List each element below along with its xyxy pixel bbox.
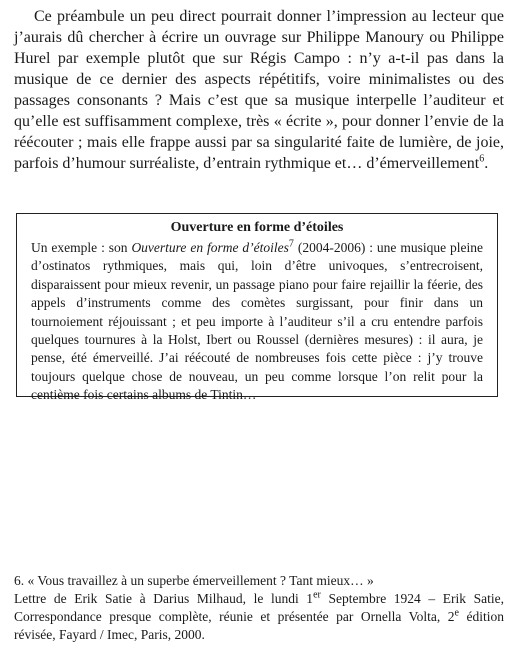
footnote-6 (14, 572, 504, 644)
citation-sup-2: e (454, 607, 459, 619)
footnote-quote: 6. « Vous travaillez à un superbe émerveillement ? Tant mieux… » (14, 573, 374, 588)
paragraph-text: Ce préambule un peu direct pourrait donner l’impression au lecteur que j’aurais dû chercher à écrire un ouvrage sur Philippe Manoury ou Philippe Hurel par exemple plutôt que sur Régis Campo : n’y a-t-il pas dans la musique de ce dernier des aspects répétitifs, voire minimalistes ou des passages consonants ? Mais c’est que sa musique interpelle l’auditeur et qu’elle est suffisamment complexe, très « écrite », pour donner l’envie de la réécouter ; mais elle frappe aussi par sa singularité faite de lumière, de joie, parfois d’humour surréaliste, d’entrain rythmique et… d’émerveillement (14, 8, 504, 172)
sidebar-box (16, 213, 498, 403)
sidebar-box-body (31, 239, 483, 405)
footnote-ref-6[interactable]: 6 (479, 153, 485, 165)
paragraph-end: . (484, 155, 489, 172)
citation-part-2: Septembre 1924 – Erik Satie, Correspondance presque complète, réunie et présentée par Ornella Volta, 2 (14, 591, 504, 624)
main-paragraph (14, 6, 504, 174)
citation-part-1: Lettre de Erik Satie à Darius Milhaud, le lundi 1 (14, 591, 314, 606)
sidebar-box-title: Ouverture en forme d’étoiles (170, 220, 344, 235)
work-title: Ouverture en forme d’étoiles (131, 240, 289, 255)
footnote-citation (14, 590, 504, 644)
sidebar-text: (2004-2006) : une musique pleine d’ostinatos rythmiques, mais qui, loin d’être univoques, s’entrecroisent, disparaissent pour mieux revenir, un passage piano pour faire rejaillir la féerie, des appels d’instruments comme des comètes surgissant, pour finir dans un tournoiement réjouissant ; et peu importe à l’auditeur s’il a cru entendre parfois quelques tournures à la Holst, Ibert ou Roussel (dernières mesures) : il aura, je pense, été émerveillé. J’ai réécouté de nombreuses fois cette pièce : j’y trouve toujours quelque chose de nouveau, un peu comme lorsque l’on relit pour la centième fois certains albums de Tintin… (31, 240, 483, 403)
citation-sup-1: er (313, 589, 321, 601)
footnote-ref-7[interactable]: 7 (288, 238, 294, 250)
citation-part-3: édition révisée, Fayard / Imec, Paris, 2000. (14, 609, 504, 642)
sidebar-lead: Un exemple : son (31, 240, 132, 255)
